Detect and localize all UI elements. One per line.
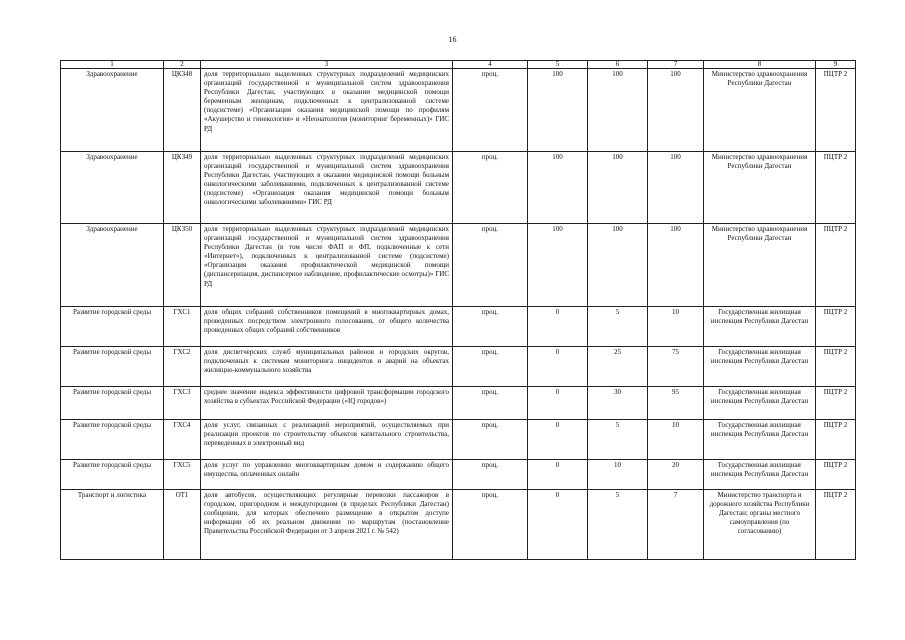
responsible-cell: Министерство здравоохранения Республики Дагестан: [704, 152, 816, 224]
page-number: 16: [448, 35, 457, 44]
unit-cell: проц.: [453, 420, 528, 460]
indicator-cell: доля услуг, связанных с реализацией мероприятий, осуществляемых при реализации проектов по строительству объектов капитального строительства, переведенных в электронный вид: [201, 420, 453, 460]
source-cell: ПЦТР 2: [816, 387, 856, 420]
value-cell: 100: [588, 152, 648, 224]
value-cell: 100: [588, 69, 648, 152]
indicator-cell: доля диспетчерских служб муниципальных районов и городских округов, подключенных к системам мониторинга инцидентов и аварий на объектах жилищно-коммунального хозяйства: [201, 347, 453, 387]
table-row: [61, 224, 856, 307]
code-cell: ГХС2: [164, 347, 201, 387]
indicator-cell: доля территориально выделенных структурных подразделений медицинских организаций государственной и муниципальной систем здравоохранения Республики Дагестан (в том числе ФАП и ФП, подключенные к сети «Интернет»), подключенных к централизованной системе (подсистеме) «Организация оказания профилактической медицинской помощи (диспансеризация, диспансерное наблюдение, профилактические осмотры)» ГИС РД: [201, 224, 453, 307]
value-cell: 100: [648, 69, 704, 152]
indicator-cell: среднее значение индекса эффективности цифровой трансформации городского хозяйства в субъектах Российской Федерации («IQ городов»): [201, 387, 453, 420]
source-cell: ПЦТР 2: [816, 460, 856, 490]
responsible-cell: Министерство транспорта и дорожного хозяйства Республики Дагестан; органы местного самоуправления (по согласованию): [704, 490, 816, 560]
value-cell: 10: [588, 460, 648, 490]
source-cell: ПЦТР 2: [816, 420, 856, 460]
column-header: 4: [453, 61, 528, 69]
table-row: [61, 307, 856, 347]
value-cell: 0: [528, 490, 588, 560]
area-cell: Развитие городской среды: [61, 420, 164, 460]
area-cell: Развитие городской среды: [61, 460, 164, 490]
responsible-cell: Государственная жилищная инспекция Республики Дагестан: [704, 460, 816, 490]
column-header: 3: [201, 61, 453, 69]
area-cell: Развитие городской среды: [61, 387, 164, 420]
code-cell: ЦКЗ49: [164, 152, 201, 224]
value-cell: 0: [528, 420, 588, 460]
value-cell: 5: [588, 490, 648, 560]
source-cell: ПЦТР 2: [816, 307, 856, 347]
value-cell: 30: [588, 387, 648, 420]
table-row: [61, 69, 856, 152]
code-cell: ЦКЗ48: [164, 69, 201, 152]
unit-cell: проц.: [453, 347, 528, 387]
header-row: [61, 61, 856, 69]
value-cell: 25: [588, 347, 648, 387]
code-cell: ГХС4: [164, 420, 201, 460]
value-cell: 5: [588, 307, 648, 347]
table-row: [61, 490, 856, 560]
table-row: [61, 152, 856, 224]
indicator-cell: доля автобусов, осуществляющих регулярные перевозки пассажиров в городском, пригородном и междугородном (в пределах Республики Дагестан) сообщении, для которых обеспечено размещение в открытом доступе информации об их реальном движении по маршрутам (постановление Правительства Российской Федерации от 3 апреля 2021 г. № 542): [201, 490, 453, 560]
indicator-cell: доля территориально выделенных структурных подразделений медицинских организаций государственной и муниципальной систем здравоохранения Республики Дагестан, участвующих в оказании медицинской помощи беременным женщинам, подключенных к централизованной системе (подсистеме) «Организация оказания медицинской помощи по профилям «Акушерство и гинекология» и «Неонатология (мониторинг беременных)» ГИС РД: [201, 69, 453, 152]
value-cell: 100: [588, 224, 648, 307]
column-header: 1: [61, 61, 164, 69]
column-header: 9: [816, 61, 856, 69]
indicator-cell: доля территориально выделенных структурных подразделений медицинских организаций государственной и муниципальной систем здравоохранения Республики Дагестан, участвующих в оказании медицинской помощи больным онкологическими заболеваниями, подключенных к централизованной системе (подсистеме) «Организация оказания медицинской помощи больным онкологическими заболеваниями» ГИС РД: [201, 152, 453, 224]
value-cell: 95: [648, 387, 704, 420]
value-cell: 10: [648, 307, 704, 347]
indicator-cell: доля услуг по управлению многоквартирным домом и содержанию общего имущества, оплаченных онлайн: [201, 460, 453, 490]
value-cell: 0: [528, 347, 588, 387]
column-header: 6: [588, 61, 648, 69]
source-cell: ПЦТР 2: [816, 490, 856, 560]
indicator-cell: доля общих собраний собственников помещений в многоквартирных домах, проведенных посредством электронного голосования, от общего количества проведенных общих собраний собственников: [201, 307, 453, 347]
value-cell: 0: [528, 387, 588, 420]
value-cell: 100: [528, 224, 588, 307]
unit-cell: проц.: [453, 490, 528, 560]
value-cell: 0: [528, 307, 588, 347]
area-cell: Здравоохранение: [61, 152, 164, 224]
area-cell: Здравоохранение: [61, 224, 164, 307]
code-cell: ОТ1: [164, 490, 201, 560]
column-header: 7: [648, 61, 704, 69]
area-cell: Развитие городской среды: [61, 347, 164, 387]
value-cell: 7: [648, 490, 704, 560]
unit-cell: проц.: [453, 224, 528, 307]
unit-cell: проц.: [453, 460, 528, 490]
responsible-cell: Государственная жилищная инспекция Республики Дагестан: [704, 347, 816, 387]
responsible-cell: Министерство здравоохранения Республики Дагестан: [704, 69, 816, 152]
source-cell: ПЦТР 2: [816, 347, 856, 387]
area-cell: Развитие городской среды: [61, 307, 164, 347]
responsible-cell: Министерство здравоохранения Республики Дагестан: [704, 224, 816, 307]
value-cell: 100: [648, 152, 704, 224]
table-row: [61, 420, 856, 460]
source-cell: ПЦТР 2: [816, 69, 856, 152]
value-cell: 5: [588, 420, 648, 460]
responsible-cell: Государственная жилищная инспекция Республики Дагестан: [704, 387, 816, 420]
value-cell: 100: [648, 224, 704, 307]
responsible-cell: Государственная жилищная инспекция Республики Дагестан: [704, 420, 816, 460]
source-cell: ПЦТР 2: [816, 152, 856, 224]
indicators-table: [60, 60, 856, 560]
table-row: [61, 387, 856, 420]
unit-cell: проц.: [453, 387, 528, 420]
column-header: 8: [704, 61, 816, 69]
area-cell: Транспорт и логистика: [61, 490, 164, 560]
value-cell: 0: [528, 460, 588, 490]
unit-cell: проц.: [453, 69, 528, 152]
table-row: [61, 460, 856, 490]
source-cell: ПЦТР 2: [816, 224, 856, 307]
code-cell: ГХС5: [164, 460, 201, 490]
column-header: 2: [164, 61, 201, 69]
value-cell: 100: [528, 152, 588, 224]
code-cell: ЦКЗ50: [164, 224, 201, 307]
unit-cell: проц.: [453, 307, 528, 347]
table-row: [61, 347, 856, 387]
area-cell: Здравоохранение: [61, 69, 164, 152]
code-cell: ГХС1: [164, 307, 201, 347]
value-cell: 100: [528, 69, 588, 152]
responsible-cell: Государственная жилищная инспекция Республики Дагестан: [704, 307, 816, 347]
code-cell: ГХС3: [164, 387, 201, 420]
value-cell: 75: [648, 347, 704, 387]
value-cell: 10: [648, 420, 704, 460]
unit-cell: проц.: [453, 152, 528, 224]
value-cell: 20: [648, 460, 704, 490]
column-header: 5: [528, 61, 588, 69]
